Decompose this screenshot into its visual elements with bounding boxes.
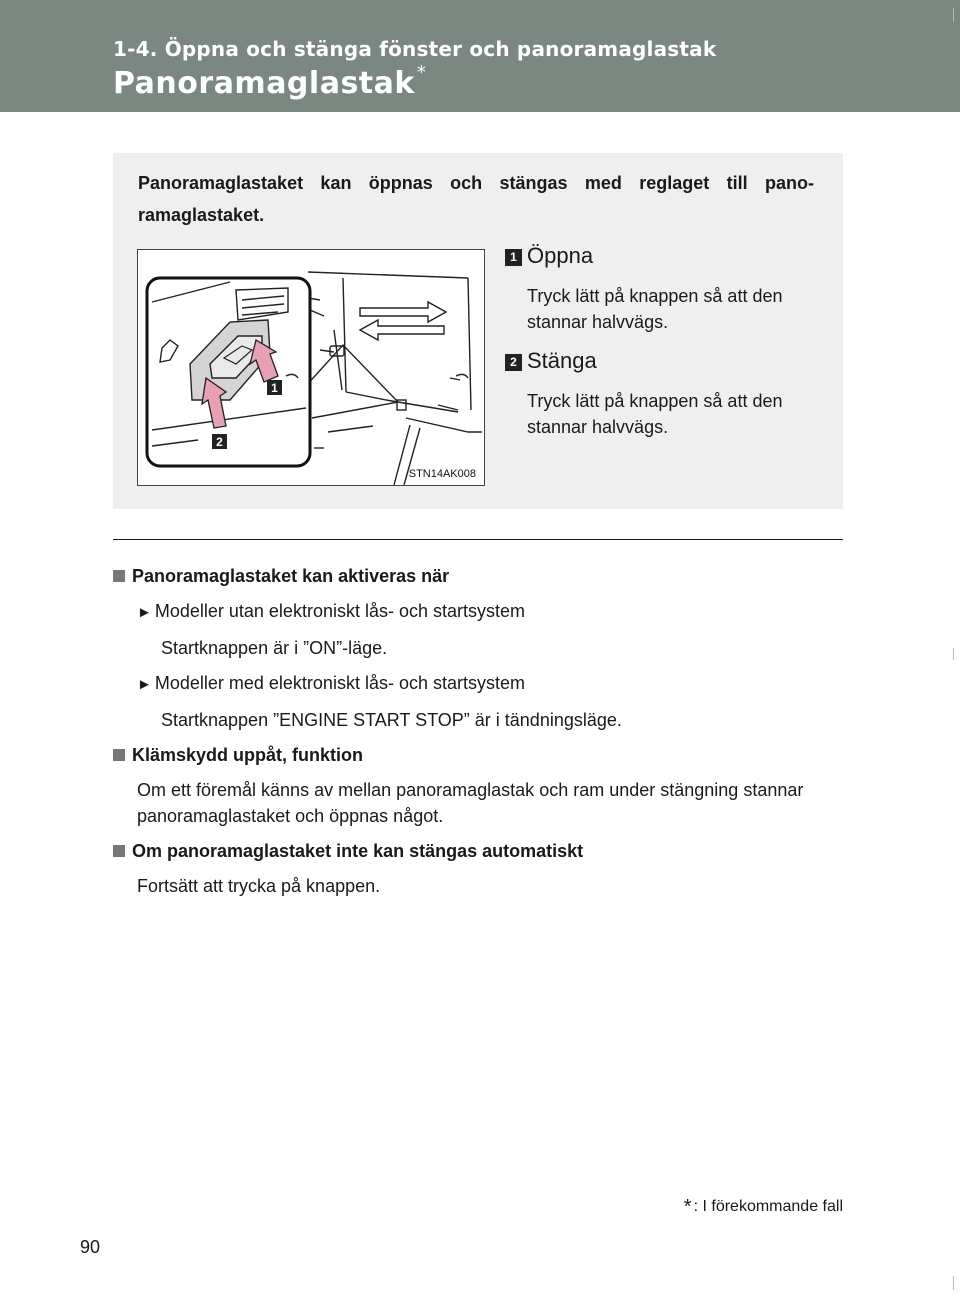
note-heading [113,742,848,768]
page-title [113,62,427,101]
intro-text: Panoramaglastaket kan öppnas och stängas med reglaget till pano-ramaglastaket. [138,173,814,225]
callout-1: 1 [271,381,278,395]
triangle-bullet-icon: ► [137,604,152,621]
step-label: Öppna [527,243,594,268]
illustration-drawing [138,250,484,485]
footnote-asterisk: * [683,1196,692,1218]
square-bullet-icon [113,749,125,761]
list-item-text: Modeller med elektroniskt lås- och startsystem [154,673,525,693]
sunroof-switch-illustration [137,249,485,486]
crop-mark [953,1276,954,1290]
footnote-text: : I förekommande fall [693,1198,843,1215]
note-heading-text: Panoramaglastaket kan aktiveras när [132,566,450,586]
list-item-detail: Startknappen är i ”ON”-läge. [161,638,388,658]
square-bullet-icon [113,845,125,857]
list-item-detail: Startknappen ”ENGINE START STOP” är i tändningsläge. [161,710,622,730]
step-number-badge: 1 [505,249,522,266]
note-heading [113,838,848,864]
footnote [684,1196,843,1219]
info-box [113,153,843,509]
list-item-text: Modeller utan elektroniskt lås- och startsystem [154,601,526,621]
page-number: 90 [80,1237,101,1257]
page-title-text: Panoramaglastak [113,66,415,101]
callout-2: 2 [216,435,223,449]
section-title: 1-4. Öppna och stänga fönster och panoramaglastak [113,37,717,61]
note-heading [113,563,848,589]
step-close [505,348,825,440]
step-open [505,243,825,335]
crop-mark [953,648,954,660]
list-item [137,598,848,626]
step-description: Tryck lätt på knappen så att den stannar halvvägs. [527,391,783,437]
list-item [137,670,848,698]
illustration-code: STN14AK008 [408,468,476,480]
note-text: Fortsätt att trycka på knappen. [137,876,381,896]
notes-section [113,563,848,899]
note-text: Om ett föremål känns av mellan panoramaglastak och ram under stängning stannar panoramaglastaket och öppnas något. [137,780,804,826]
title-asterisk: * [416,62,427,83]
note-heading-text: Klämskydd uppåt, funktion [132,745,364,765]
crop-mark [953,8,954,22]
note-heading-text: Om panoramaglastaket inte kan stängas automatiskt [132,841,584,861]
step-number-badge: 2 [505,354,522,371]
square-bullet-icon [113,570,125,582]
triangle-bullet-icon: ► [137,676,152,693]
step-label: Stänga [527,348,597,373]
divider [113,539,843,540]
step-description: Tryck lätt på knappen så att den stannar halvvägs. [527,286,783,332]
chapter-header [0,0,960,112]
